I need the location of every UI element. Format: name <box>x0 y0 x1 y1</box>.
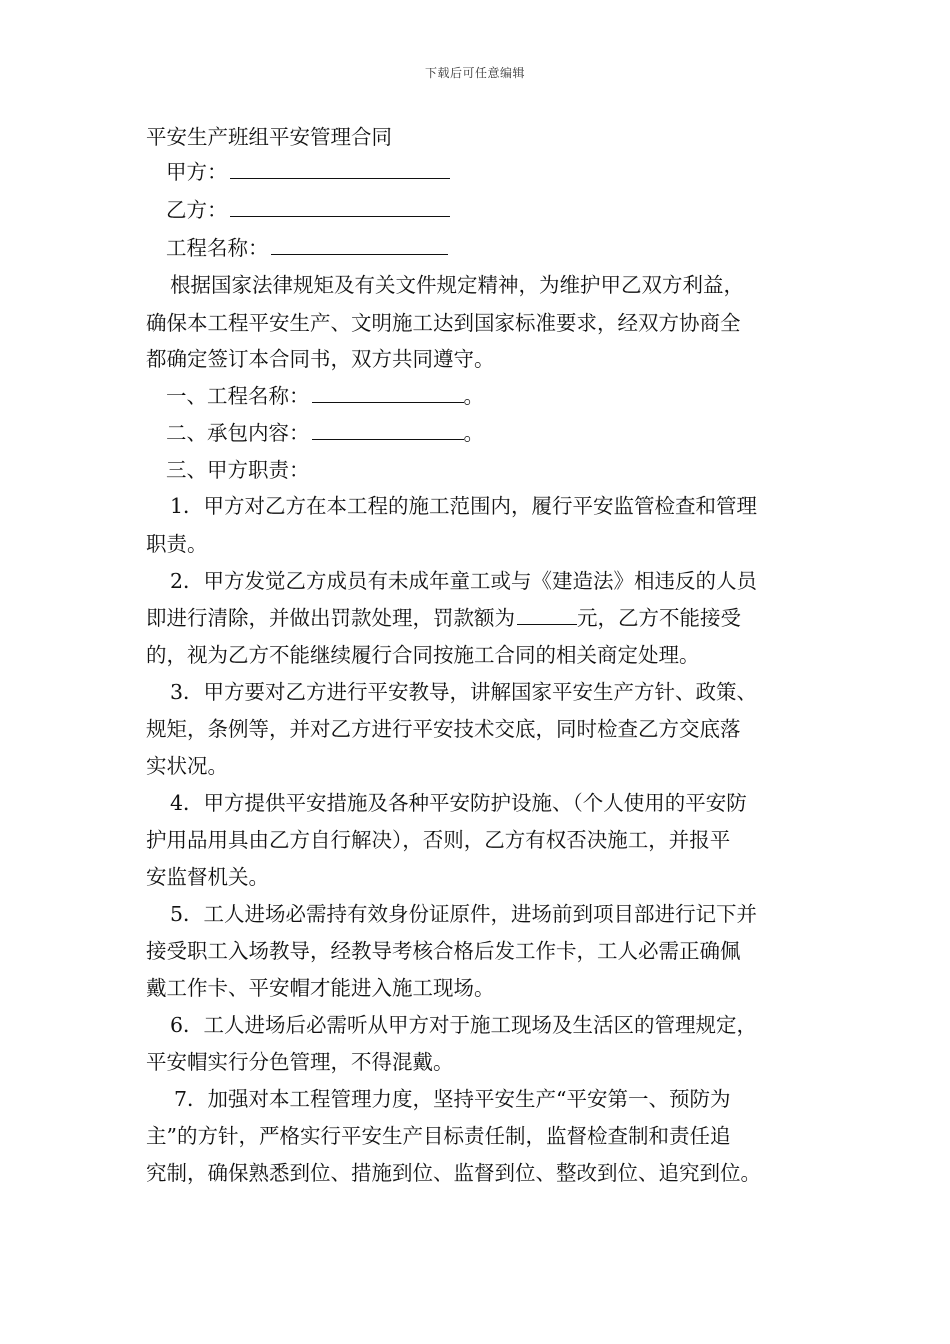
party-b-blank[interactable] <box>230 196 450 217</box>
project-name-field <box>166 233 846 263</box>
item-line: 4．甲方提供平安措施及各种平安防护设施、（个人使用的平安防 <box>170 791 747 815</box>
party-a-label: 甲方： <box>166 160 228 184</box>
item-line: 安监督机关。 <box>146 865 269 889</box>
item-line: 2．甲方发觉乙方成员有未成年童工或与《建造法》相违反的人员 <box>170 569 758 593</box>
section-1 <box>166 381 846 411</box>
document-title: 平安生产班组平安管理合同 <box>146 125 392 149</box>
section-2-label: 二、承包内容： <box>166 421 310 445</box>
item-line: 平安帽实行分色管理，不得混戴。 <box>146 1050 454 1074</box>
section-2 <box>166 418 846 448</box>
item-line: 究制，确保熟悉到位、措施到位、监督到位、整改到位、追究到位。 <box>146 1161 761 1185</box>
item-line: 实状况。 <box>146 754 228 778</box>
item-line: 6．工人进场后必需听从甲方对于施工现场及生活区的管理规定， <box>170 1013 758 1037</box>
section-1-end: 。 <box>463 384 484 408</box>
party-a-field <box>166 157 846 187</box>
preamble-line: 根据国家法律规矩及有关文件规定精神，为维护甲乙双方利益， <box>170 273 744 297</box>
preamble-line: 都确定签订本合同书，双方共同遵守。 <box>146 347 495 371</box>
item-line: 护用品用具由乙方自行解决），否则，乙方有权否决施工，并报平 <box>146 828 731 852</box>
item-line: 主”的方针，严格实行平安生产目标责任制，监督检查制和责任追 <box>146 1124 731 1148</box>
item-2-text-a: 即进行清除，并做出罚款处理，罚款额为 <box>146 606 515 630</box>
item-line: 戴工作卡、平安帽才能进入施工现场。 <box>146 976 495 1000</box>
item-line: 7．加强对本工程管理力度，坚持平安生产“平安第一、预防为 <box>174 1087 731 1111</box>
item-line: 3．甲方要对乙方进行平安教导，讲解国家平安生产方针、政策、 <box>170 680 758 704</box>
section-1-blank[interactable] <box>312 382 464 403</box>
section-2-blank[interactable] <box>312 419 464 440</box>
project-name-label: 工程名称： <box>166 236 269 260</box>
item-line: 职责。 <box>146 532 208 556</box>
item-line: 接受职工入场教导，经教导考核合格后发工作卡，工人必需正确佩 <box>146 939 741 963</box>
item-line: 1．甲方对乙方在本工程的施工范围内，履行平安监管检查和管理 <box>170 494 758 518</box>
section-2-end: 。 <box>463 421 484 445</box>
header-note: 下载后可任意编辑 <box>424 66 525 80</box>
party-b-field <box>166 195 846 225</box>
item-line-with-blank <box>146 603 826 633</box>
section-3-label: 三、甲方职责： <box>166 458 310 482</box>
fine-amount-blank[interactable] <box>517 604 577 625</box>
party-b-label: 乙方： <box>166 198 228 222</box>
section-1-label: 一、工程名称： <box>166 384 310 408</box>
party-a-blank[interactable] <box>230 158 450 179</box>
preamble-line: 确保本工程平安生产、文明施工达到国家标准要求，经双方协商全 <box>146 311 741 335</box>
item-line: 5．工人进场必需持有效身份证原件，进场前到项目部进行记下并 <box>170 902 758 926</box>
item-2-text-b: 元，乙方不能接受 <box>577 606 741 630</box>
item-line: 规矩，条例等，并对乙方进行平安技术交底，同时检查乙方交底落 <box>146 717 741 741</box>
project-name-blank[interactable] <box>271 234 448 255</box>
item-line: 的，视为乙方不能继续履行合同按施工合同的相关商定处理。 <box>146 643 700 667</box>
